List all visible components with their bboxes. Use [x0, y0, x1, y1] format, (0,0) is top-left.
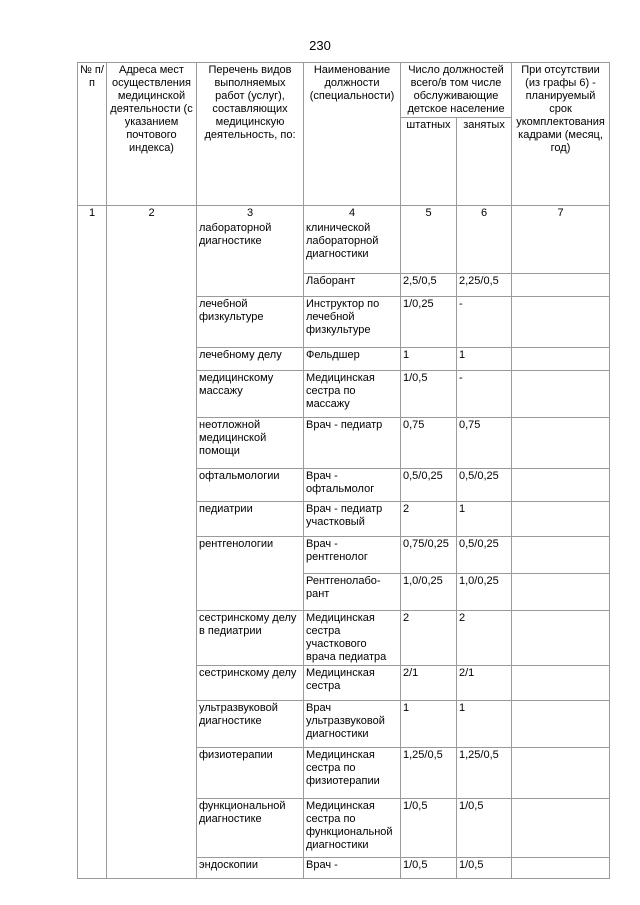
header-col-staff: штатных — [401, 118, 457, 206]
row-planned-term-cell — [512, 748, 610, 799]
row-staff-cell: 2 — [401, 502, 457, 537]
row-position-cell: Рентгенолабо-рант — [304, 574, 401, 611]
row-position-cell: Врач - рентгенолог — [304, 537, 401, 574]
row-occupied-cell: 2,25/0,5 — [457, 274, 512, 297]
table-row — [78, 574, 610, 611]
row-service-cell: сестринскому делу в педиатрии — [197, 611, 304, 666]
row-number-cell — [78, 274, 107, 297]
row-address-cell — [107, 371, 197, 418]
row-staff-cell: 1 — [401, 348, 457, 371]
row-address-cell — [107, 297, 197, 348]
row-number-cell — [78, 348, 107, 371]
row-address-cell — [107, 748, 197, 799]
col-number-1: 1 — [78, 206, 107, 222]
row-staff-cell: 0,75 — [401, 418, 457, 469]
row-staff-cell: 1/0,5 — [401, 858, 457, 879]
row-address-cell — [107, 858, 197, 879]
row-staff-cell — [401, 221, 457, 274]
row-staff-cell: 1,0/0,25 — [401, 574, 457, 611]
row-number-cell — [78, 502, 107, 537]
row-service-cell: педиатрии — [197, 502, 304, 537]
row-staff-cell: 1/0,5 — [401, 371, 457, 418]
row-position-cell: Лаборант — [304, 274, 401, 297]
header-col-position: Наименование должности (специальности) — [304, 63, 401, 206]
header-col-occupied: занятых — [457, 118, 512, 206]
row-planned-term-cell — [512, 858, 610, 879]
row-position-cell: Врач - — [304, 858, 401, 879]
row-planned-term-cell — [512, 371, 610, 418]
row-service-cell: ультразвуковой диагностике — [197, 701, 304, 748]
row-address-cell — [107, 469, 197, 502]
header-col-positions-count: Число должностей всего/в том числе обслуживающие детское население — [401, 63, 512, 118]
table-row — [78, 502, 610, 537]
row-number-cell — [78, 418, 107, 469]
row-occupied-cell: 1 — [457, 348, 512, 371]
row-address-cell — [107, 701, 197, 748]
row-planned-term-cell — [512, 469, 610, 502]
row-number-cell — [78, 748, 107, 799]
table-row — [78, 799, 610, 858]
row-staff-cell: 2/1 — [401, 666, 457, 701]
row-number-cell — [78, 574, 107, 611]
row-number-cell — [78, 371, 107, 418]
row-occupied-cell: 0,5/0,25 — [457, 537, 512, 574]
row-occupied-cell: 0,75 — [457, 418, 512, 469]
col-number-6: 6 — [457, 206, 512, 222]
row-occupied-cell: 2 — [457, 611, 512, 666]
table-row — [78, 371, 610, 418]
row-occupied-cell — [457, 221, 512, 274]
row-staff-cell: 1,25/0,5 — [401, 748, 457, 799]
row-position-cell: Медицинская сестра — [304, 666, 401, 701]
header-col-services: Перечень видов выполняемых работ (услуг), составляющих медицинскую деятельность, по: — [197, 63, 304, 206]
header-col-planned-term: При отсутствии (из графы 6) - планируемый срок укомплектования кадрами (месяц, год) — [512, 63, 610, 206]
col-number-4: 4 — [304, 206, 401, 222]
row-occupied-cell: - — [457, 371, 512, 418]
header-col-number: № п/п — [78, 63, 107, 206]
row-service-cell: лабораторной диагностике — [197, 221, 304, 297]
table-row — [78, 858, 610, 879]
row-number-cell — [78, 469, 107, 502]
row-number-cell — [78, 701, 107, 748]
table-row — [78, 701, 610, 748]
row-service-cell: медицинскому массажу — [197, 371, 304, 418]
table-row — [78, 297, 610, 348]
row-service-cell: лечебному делу — [197, 348, 304, 371]
row-planned-term-cell — [512, 502, 610, 537]
row-planned-term-cell — [512, 274, 610, 297]
column-numbers-row — [78, 206, 610, 222]
col-number-7: 7 — [512, 206, 610, 222]
row-planned-term-cell — [512, 537, 610, 574]
row-occupied-cell: - — [457, 297, 512, 348]
row-occupied-cell: 1/0,5 — [457, 858, 512, 879]
row-staff-cell: 0,75/0,25 — [401, 537, 457, 574]
col-number-3: 3 — [197, 206, 304, 222]
row-occupied-cell: 1 — [457, 502, 512, 537]
row-occupied-cell: 1/0,5 — [457, 799, 512, 858]
row-address-cell — [107, 799, 197, 858]
row-service-cell: функциональной диагностике — [197, 799, 304, 858]
row-occupied-cell: 1 — [457, 701, 512, 748]
col-number-5: 5 — [401, 206, 457, 222]
row-occupied-cell: 1,25/0,5 — [457, 748, 512, 799]
row-position-cell: Фельдшер — [304, 348, 401, 371]
row-planned-term-cell — [512, 348, 610, 371]
row-service-cell: лечебной физкультуре — [197, 297, 304, 348]
row-service-cell: сестринскому делу — [197, 666, 304, 701]
row-position-cell: Врач - педиатр участковый — [304, 502, 401, 537]
row-planned-term-cell — [512, 221, 610, 274]
row-address-cell — [107, 274, 197, 297]
row-staff-cell: 2,5/0,5 — [401, 274, 457, 297]
row-address-cell — [107, 574, 197, 611]
row-staff-cell: 0,5/0,25 — [401, 469, 457, 502]
row-service-cell: рентгенологии — [197, 537, 304, 611]
row-occupied-cell: 2/1 — [457, 666, 512, 701]
row-planned-term-cell — [512, 666, 610, 701]
table-row — [78, 418, 610, 469]
row-planned-term-cell — [512, 418, 610, 469]
row-planned-term-cell — [512, 799, 610, 858]
table-row — [78, 748, 610, 799]
table-row — [78, 348, 610, 371]
row-staff-cell: 1/0,5 — [401, 799, 457, 858]
staffing-table — [77, 62, 610, 879]
row-number-cell — [78, 858, 107, 879]
table-row — [78, 469, 610, 502]
row-position-cell: Врач - педиатр — [304, 418, 401, 469]
row-service-cell: неотложной медицинской помощи — [197, 418, 304, 469]
row-planned-term-cell — [512, 611, 610, 666]
row-planned-term-cell — [512, 297, 610, 348]
table-row — [78, 274, 610, 297]
row-number-cell — [78, 297, 107, 348]
row-position-cell: Врач - офтальмолог — [304, 469, 401, 502]
row-occupied-cell: 1,0/0,25 — [457, 574, 512, 611]
row-position-cell: Медицинская сестра участкового врача педиатра — [304, 611, 401, 666]
row-position-cell: Инструктор по лечебной физкультуре — [304, 297, 401, 348]
row-address-cell — [107, 418, 197, 469]
row-position-cell: Медицинская сестра по функциональной диагностики — [304, 799, 401, 858]
row-position-cell: Врач ультразвуковой диагностики — [304, 701, 401, 748]
row-service-cell: физиотерапии — [197, 748, 304, 799]
row-staff-cell: 1 — [401, 701, 457, 748]
row-position-cell: клинической лабораторной диагностики — [304, 221, 401, 274]
row-number-cell — [78, 221, 107, 274]
row-address-cell — [107, 502, 197, 537]
table-row — [78, 611, 610, 666]
row-staff-cell: 2 — [401, 611, 457, 666]
row-occupied-cell: 0,5/0,25 — [457, 469, 512, 502]
table-row — [78, 221, 610, 274]
row-number-cell — [78, 537, 107, 574]
row-position-cell: Медицинская сестра по массажу — [304, 371, 401, 418]
row-planned-term-cell — [512, 701, 610, 748]
row-position-cell: Медицинская сестра по физиотерапии — [304, 748, 401, 799]
row-number-cell — [78, 666, 107, 701]
table-row — [78, 666, 610, 701]
row-address-cell — [107, 221, 197, 274]
page-number: 230 — [309, 38, 331, 53]
header-col-address: Адреса мест осуществления медицинской деятельности (с указанием почтового индекса) — [107, 63, 197, 206]
row-address-cell — [107, 666, 197, 701]
row-address-cell — [107, 348, 197, 371]
col-number-2: 2 — [107, 206, 197, 222]
row-planned-term-cell — [512, 574, 610, 611]
row-service-cell: офтальмологии — [197, 469, 304, 502]
row-service-cell: эндоскопии — [197, 858, 304, 879]
table-row — [78, 537, 610, 574]
row-number-cell — [78, 799, 107, 858]
row-address-cell — [107, 537, 197, 574]
header-row — [78, 63, 610, 118]
row-number-cell — [78, 611, 107, 666]
row-address-cell — [107, 611, 197, 666]
row-staff-cell: 1/0,25 — [401, 297, 457, 348]
